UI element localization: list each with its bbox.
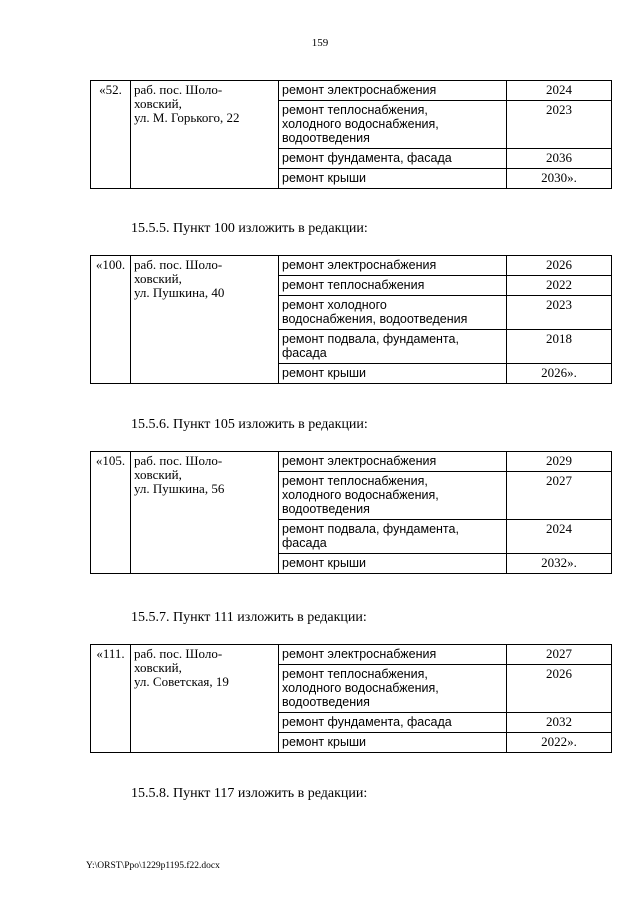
- address-line: ховский,: [134, 271, 182, 286]
- work-type-cell: [279, 330, 507, 364]
- address-line: ховский,: [134, 467, 182, 482]
- address-line: раб. пос. Шоло-: [134, 646, 223, 661]
- year-cell: 2029: [507, 452, 612, 472]
- section-heading: 15.5.6. Пункт 105 изложить в редакции:: [131, 417, 368, 432]
- work-type-cell: [279, 296, 507, 330]
- work-type-cell: [279, 81, 507, 101]
- work-type-line: ремонт теплоснабжения: [282, 278, 425, 292]
- work-type-line: ремонт крыши: [282, 735, 366, 749]
- year-cell: 2026».: [507, 364, 612, 384]
- work-type-cell: [279, 665, 507, 713]
- work-type-line: ремонт электроснабжения: [282, 647, 437, 661]
- work-type-line: холодного водоснабжения,: [282, 681, 439, 695]
- work-type-cell: [279, 256, 507, 276]
- work-type-line: водоснабжения, водоотведения: [282, 312, 468, 326]
- address-line: ул. Пушкина, 40: [134, 285, 225, 300]
- item-number: «105.: [91, 452, 131, 574]
- work-type-line: ремонт крыши: [282, 171, 366, 185]
- address-line: ул. Пушкина, 56: [134, 481, 225, 496]
- section-heading-final: 15.5.8. Пункт 117 изложить в редакции:: [131, 786, 368, 801]
- year-cell: 2018: [507, 330, 612, 364]
- work-type-line: ремонт фундамента, фасада: [282, 151, 452, 165]
- work-type-cell: [279, 149, 507, 169]
- work-type-line: фасада: [282, 536, 327, 550]
- work-type-line: ремонт электроснабжения: [282, 258, 437, 272]
- address-cell: [131, 256, 279, 384]
- table-row: [91, 645, 612, 665]
- work-type-cell: [279, 520, 507, 554]
- work-type-cell: [279, 169, 507, 189]
- work-type-cell: [279, 452, 507, 472]
- work-type-line: ремонт крыши: [282, 366, 366, 380]
- address-line: ховский,: [134, 96, 182, 111]
- year-cell: 2023: [507, 101, 612, 149]
- section-heading: 15.5.7. Пункт 111 изложить в редакции:: [131, 610, 367, 625]
- year-cell: 2027: [507, 472, 612, 520]
- year-cell: 2036: [507, 149, 612, 169]
- year-cell: 2022: [507, 276, 612, 296]
- work-type-cell: [279, 472, 507, 520]
- work-type-line: водоотведения: [282, 695, 370, 709]
- work-type-cell: [279, 733, 507, 753]
- address-line: ул. М. Горького, 22: [134, 110, 240, 125]
- work-type-line: ремонт крыши: [282, 556, 366, 570]
- item-number: «111.: [91, 645, 131, 753]
- year-cell: 2024: [507, 81, 612, 101]
- work-type-line: фасада: [282, 346, 327, 360]
- year-cell: 2027: [507, 645, 612, 665]
- work-type-cell: [279, 364, 507, 384]
- address-line: раб. пос. Шоло-: [134, 453, 223, 468]
- item-number: «100.: [91, 256, 131, 384]
- year-cell: 2023: [507, 296, 612, 330]
- address-line: раб. пос. Шоло-: [134, 82, 223, 97]
- work-type-line: ремонт холодного: [282, 298, 387, 312]
- address-line: раб. пос. Шоло-: [134, 257, 223, 272]
- section-heading: 15.5.5. Пункт 100 изложить в редакции:: [131, 221, 368, 236]
- year-cell: 2026: [507, 665, 612, 713]
- work-type-line: холодного водоснабжения,: [282, 117, 439, 131]
- address-cell: [131, 645, 279, 753]
- file-path-footer: Y:\ORST\Ppo\1229p1195.f22.docx: [86, 861, 220, 871]
- page-number: 159: [311, 37, 329, 49]
- address-line: ул. Советская, 19: [134, 674, 229, 689]
- work-type-line: ремонт теплоснабжения,: [282, 103, 428, 117]
- year-cell: 2030».: [507, 169, 612, 189]
- work-type-line: ремонт электроснабжения: [282, 454, 437, 468]
- year-cell: 2024: [507, 520, 612, 554]
- repair-table: [90, 255, 612, 384]
- address-cell: [131, 452, 279, 574]
- work-type-line: водоотведения: [282, 131, 370, 145]
- work-type-line: ремонт теплоснабжения,: [282, 474, 428, 488]
- work-type-line: водоотведения: [282, 502, 370, 516]
- work-type-line: ремонт подвала, фундамента,: [282, 332, 459, 346]
- work-type-cell: [279, 554, 507, 574]
- address-cell: [131, 81, 279, 189]
- table-row: [91, 452, 612, 472]
- work-type-cell: [279, 645, 507, 665]
- table-row: [91, 256, 612, 276]
- work-type-line: ремонт подвала, фундамента,: [282, 522, 459, 536]
- year-cell: 2032».: [507, 554, 612, 574]
- year-cell: 2032: [507, 713, 612, 733]
- work-type-line: холодного водоснабжения,: [282, 488, 439, 502]
- work-type-line: ремонт фундамента, фасада: [282, 715, 452, 729]
- work-type-line: ремонт электроснабжения: [282, 83, 437, 97]
- repair-table: [90, 80, 612, 189]
- work-type-cell: [279, 276, 507, 296]
- work-type-line: ремонт теплоснабжения,: [282, 667, 428, 681]
- year-cell: 2022».: [507, 733, 612, 753]
- table-row: [91, 81, 612, 101]
- address-line: ховский,: [134, 660, 182, 675]
- year-cell: 2026: [507, 256, 612, 276]
- repair-table: [90, 451, 612, 574]
- work-type-cell: [279, 101, 507, 149]
- repair-table: [90, 644, 612, 753]
- item-number: «52.: [91, 81, 131, 189]
- work-type-cell: [279, 713, 507, 733]
